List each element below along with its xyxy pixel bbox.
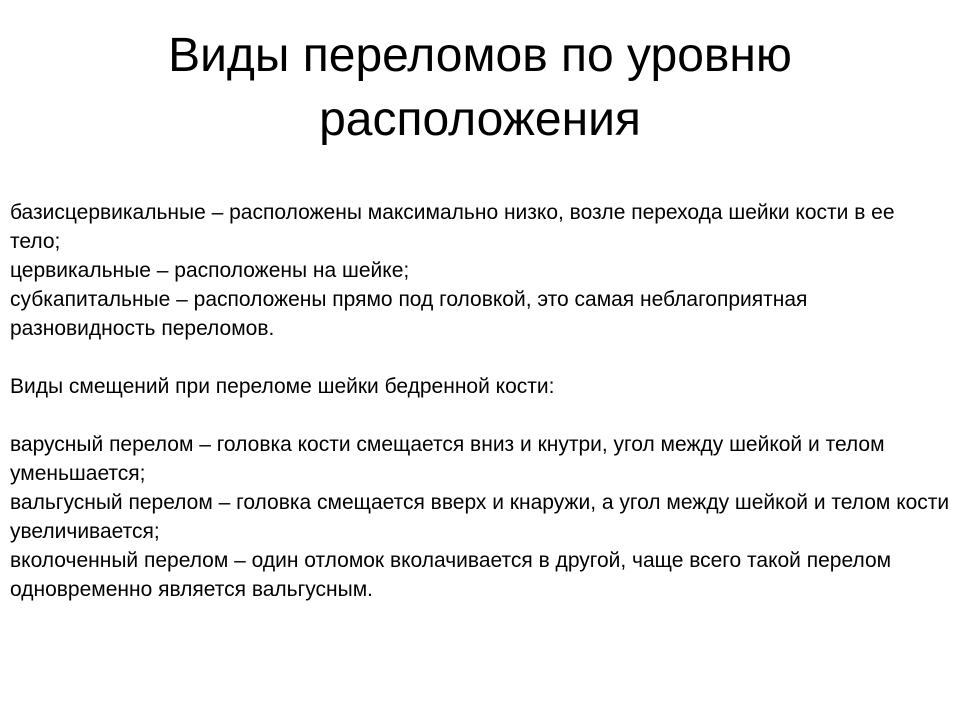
paragraph-displacement-heading: Виды смещений при переломе шейки бедренной кости: [10, 375, 555, 398]
paragraph-subcapital: субкапитальные – расположены прямо под головкой, это самая неблагоприятная разновидность переломов. [10, 288, 808, 340]
paragraph-basicervical: базисцервикальные – расположены максимально низко, возле перехода шейки кости в ее тело; [10, 201, 895, 253]
slide-title-line-2: расположения [319, 93, 641, 146]
slide-title-line-1: Виды переломов по уровню [168, 29, 792, 82]
slide-title [40, 24, 920, 152]
paragraph-valgus: вальгусный перелом – головка смещается вверх и кнаружи, а угол между шейкой и телом кости увеличивается; [10, 491, 950, 543]
paragraph-impacted: вколоченный перелом – один отломок вколачивается в другой, чаще всего такой перелом одновременно является вальгусным. [10, 549, 892, 601]
slide-body [10, 198, 950, 604]
spacer [10, 343, 950, 372]
paragraph-cervical: цервикальные – расположены на шейке; [10, 259, 410, 282]
spacer [10, 401, 950, 430]
paragraph-varus: варусный перелом – головка кости смещается вниз и кнутри, угол между шейкой и телом уменьшается; [10, 433, 885, 485]
